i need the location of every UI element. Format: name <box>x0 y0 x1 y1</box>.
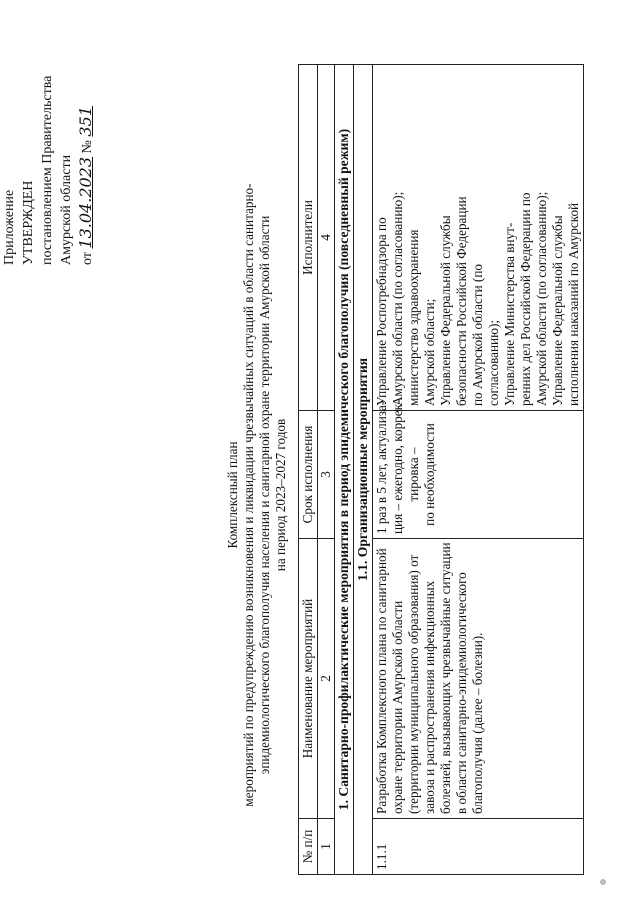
term-line: тировка – <box>406 447 421 502</box>
executor-line: исполнения наказаний по Амурской <box>566 202 581 406</box>
header-term: Срок исполнения <box>299 411 318 539</box>
activity-line: болезней, вызывающих чрезвычайные ситуации <box>438 542 453 814</box>
handwritten-date: 13.04.2023 <box>76 156 95 249</box>
approved-label: УТВЕРЖДЕН <box>21 180 36 265</box>
title-line-2: мероприятий по предупреждению возникновения и ликвидации чрезвычайных ситуаций в области санитарно- <box>241 183 256 807</box>
header-activity: Наименование мероприятий <box>299 539 318 819</box>
executor-line: Амурской области; <box>422 298 437 406</box>
from-label: от <box>80 252 95 265</box>
row-activity <box>373 539 584 819</box>
document-title <box>225 125 289 865</box>
activity-line: (территории муниципального образования) от <box>406 554 421 814</box>
executor-line: ренних дел Российской Федерации по <box>518 192 533 406</box>
title-line-1: Комплексный план <box>225 441 240 549</box>
subsection-heading: 1.1. Организационные мероприятия <box>354 65 373 875</box>
header-executors: Исполнители <box>299 65 318 411</box>
activity-line: Разработка Комплексного плана по санитарной <box>374 548 389 814</box>
col-number-3: 3 <box>318 411 335 539</box>
subsection-row <box>354 65 373 875</box>
plan-table <box>298 64 584 875</box>
executor-line: по Амурской области (по <box>470 264 485 406</box>
header-number: № п/п <box>299 819 318 875</box>
term-line: по необходимости <box>422 423 437 526</box>
row-id: 1.1.1 <box>373 819 584 875</box>
title-line-4: на период 2023–2027 годов <box>273 418 288 572</box>
executor-line: Управление Роспотребнадзора по <box>374 217 389 406</box>
executor-line: Амурской области (по согласованию); <box>534 191 549 406</box>
column-number-row <box>318 65 335 875</box>
executor-line: согласованию); <box>486 320 501 406</box>
approval-date-line <box>76 5 97 265</box>
executor-line: Управление Федеральной службы <box>550 215 565 406</box>
row-executors <box>373 65 584 411</box>
executor-line: Амурской области (по согласованию); <box>390 191 405 406</box>
table-row <box>373 65 584 875</box>
approval-stamp-block <box>0 5 97 265</box>
term-line: 1 раз в 5 лет, актуализа- <box>374 400 389 534</box>
approval-line-2: Амурской области <box>59 154 74 265</box>
section-row <box>335 65 354 875</box>
section-heading: 1. Санитарно-профилактические мероприятия в период эпидемического благополучия (повседневный режим) <box>335 65 354 875</box>
title-line-3: эпидемиологического благополучия населения и санитарной охране территории Амурской области <box>257 215 272 775</box>
number-label: № <box>80 140 95 154</box>
scan-speck <box>600 879 606 885</box>
executor-line: министерство здравоохранения <box>406 229 421 406</box>
activity-line: охране территории Амурской области <box>390 600 405 814</box>
col-number-1: 1 <box>318 819 335 875</box>
activity-line: в области санитарно-эпидемиологического <box>454 572 469 814</box>
row-term <box>373 399 584 539</box>
executor-line: безопасности Российской Федерации <box>454 196 469 406</box>
executor-line: Управление Министерства внут- <box>502 222 517 406</box>
col-number-2: 2 <box>318 539 335 819</box>
annex-label: Приложение <box>2 189 17 265</box>
term-line: ция – ежегодно, коррек- <box>390 399 405 534</box>
col-number-4: 4 <box>318 65 335 411</box>
approval-line-1: постановлением Правительства <box>40 75 55 265</box>
executor-line: Управление Федеральной службы <box>438 215 453 406</box>
activity-line: благополучия (далее – болезни). <box>470 632 485 814</box>
handwritten-number: 351 <box>76 106 95 137</box>
activity-line: завоза и распространения инфекционных <box>422 580 437 814</box>
table-header-row <box>299 65 318 875</box>
